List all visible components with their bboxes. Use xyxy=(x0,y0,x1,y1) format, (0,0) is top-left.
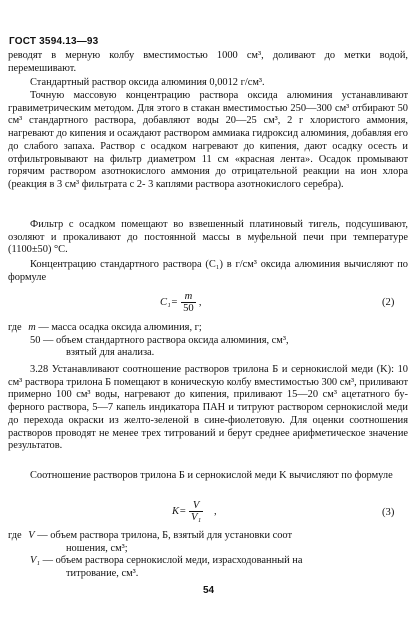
definition-symbol: V₁ xyxy=(30,555,40,567)
definition-row: V₁ — объем раствора сернокислой меди, израсходованный на xyxy=(30,555,303,567)
definition-row: 50 — объем стандартного раствора оксида алюминия, см³, xyxy=(30,334,289,346)
formula-2-tail: , xyxy=(198,296,202,308)
formula-2-lhs: C₁= xyxy=(160,296,178,308)
definition-row: где m — масса осадка оксида алюминия, г; xyxy=(8,322,202,333)
formula-2 xyxy=(160,291,202,314)
definition-symbol: 50 xyxy=(30,334,41,346)
formula-2-numerator: m xyxy=(181,291,197,303)
definition-symbol: m xyxy=(28,322,36,333)
paragraph-standard-solution: Стандартный раствор оксида алюминия 0,0012 г/см³. xyxy=(30,77,265,88)
formula-3 xyxy=(172,500,217,523)
definition-continuation: ношения, см³; xyxy=(66,542,128,554)
equation-number-2: (2) xyxy=(382,297,395,308)
definitions-formula-2 xyxy=(8,322,408,360)
formula-2-denominator: 50 xyxy=(183,303,194,314)
equation-number-3: (3) xyxy=(382,507,395,518)
paragraph-gravimetric-method: Точную массовую концентрацию раствора оксида алюминия устанавливают гравиметрическим методом. Для этого в стакан вместимостью 250—300 см³ отбирают 50 см³ стандартного раствора, добавляют воды 20—25 см³, 2 г хлористого аммония, нагревают до кипения и осаждают раствором аммиака гидроксид алюминия, добавляя его до слабого запаха. Раствор с осадком нагревают до кипения, дают осадку осесть и отфильтровывают на фильтр диаметром 11 см «красная лента». Осадок промывают горячим раствором азотнокислого аммония до отрицательной реакции на ион хлора (реакция в 3 см³ фильтрата с 2- 3 каплями раствора азотнокислого серебра). xyxy=(8,90,408,190)
definition-intro: где xyxy=(8,530,22,541)
paragraph-crucible: Фильтр с осадком помещают во взвешенный платиновый тигель, подсушивают, озоляют и прокаливают до постоянной массы в муфельной печи при температуре (1100±50) °С. xyxy=(8,219,408,256)
definition-text: объем раствора трилона, Б, взятый для установки соот xyxy=(50,530,293,541)
definition-continuation: взятый для анализа. xyxy=(66,347,155,359)
formula-3-denominator: V₁ xyxy=(191,512,202,523)
definition-intro: где xyxy=(8,322,22,333)
paragraph-concentration-intro: Концентрацию стандартного раствора (C₁) в г/см³ оксида алюминия вычисляют по формуле xyxy=(8,259,408,283)
paragraph-continuation: реводят в мерную колбу вместимостью 1000 см³, доливают до метки водой, перемешивают. xyxy=(8,50,408,74)
definition-text: объем стандартного раствора оксида алюминия, см³, xyxy=(56,334,289,346)
formula-3-fraction xyxy=(189,500,203,523)
formula-3-numerator: V xyxy=(189,500,203,512)
formula-3-tail: , xyxy=(214,505,217,517)
formula-2-fraction xyxy=(181,291,197,314)
definition-text: объем раствора сернокислой меди, израсходованный на xyxy=(55,555,303,567)
definition-continuation: титрование, см³. xyxy=(66,568,139,580)
paragraph-3-28: 3.28 Устанавливают соотношение растворов трилона Б и сернокислой меди (K): 10 см³ раствора трилона Б помещают в коническую колбу вместимостью 300 см³, приливают примерно 100 см³ воды, нагревают до кипения, приливают 15—20 см³ ацетатного буферного раствора, 5—7 капель индикатора ПАН и титруют раствором сернокислой меди до перехода окраски из желто-зеленой в сине-фиолетовую. Для оценки соотношения растворов проводят не менее трех титрований и берут среднее арифметическое значение результатов. xyxy=(8,364,408,452)
formula-3-lhs: K= xyxy=(172,505,187,517)
definitions-formula-3 xyxy=(8,530,408,581)
running-header: ГОСТ 3594.13—93 xyxy=(9,36,99,47)
paragraph-ratio-intro: Соотношение растворов трилона Б и сернокислой меди K вычисляют по формуле xyxy=(30,470,393,481)
definition-symbol: V xyxy=(28,530,35,541)
page-number: 54 xyxy=(202,585,215,596)
definition-row: где V — объем раствора трилона, Б, взятый для установки соот xyxy=(8,530,293,541)
definition-text: масса осадка оксида алюминия, г; xyxy=(51,322,202,333)
